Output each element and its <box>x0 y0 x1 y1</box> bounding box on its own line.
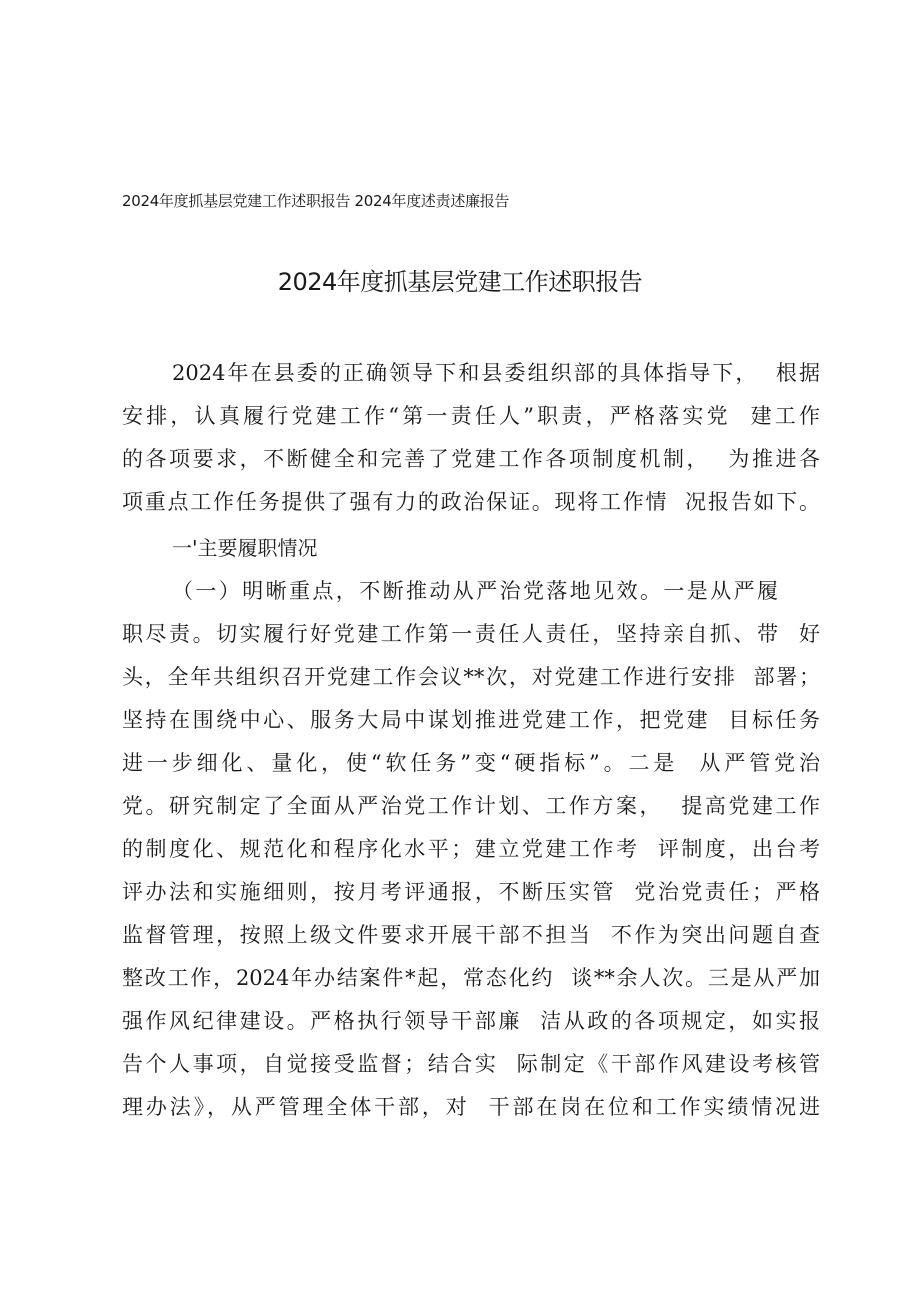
paragraph-line: 坚持在围绕中心、服务大局中谋划推进党建工作，把党建 目标任务 <box>122 708 820 732</box>
paragraph-line: 告个人事项，自觉接受监督；结合实 际制定《干部作风建设考核管 <box>122 1052 820 1076</box>
paragraph-line: 整改工作，2024年办结案件*起，常态化约 谈**余人次。三是从严加 <box>122 966 820 990</box>
paragraph-line: 的各项要求，不断健全和完善了党建工作各项制度机制， 为推进各 <box>122 447 820 471</box>
paragraph-line: 职尽责。切实履行好党建工作第一责任人责任，坚持亲自抓、带 好 <box>122 622 820 646</box>
paragraph-line: 2024年在县委的正确领导下和县委组织部的具体指导下， 根据 <box>172 361 820 385</box>
paragraph-line: 进一步细化、量化，使“软任务”变“硬指标”。二是 从严管党治 <box>122 751 820 775</box>
section-heading: 一'主要履职情况 <box>172 536 318 560</box>
paragraph-line: 安排，认真履行党建工作“第一责任人”职责，严格落实党 建工作 <box>122 404 820 428</box>
document-title: 2024年度抓基层党建工作述职报告 <box>277 268 643 296</box>
paragraph-line: 理办法》，从严管理全体干部，对 干部在岗在位和工作实绩情况进 <box>122 1095 820 1119</box>
paragraph-line: 头，全年共组织召开党建工作会议**次，对党建工作进行安排 部署； <box>122 665 820 689</box>
paragraph-line: 项重点工作任务提供了强有力的政治保证。现将工作情 况报告如下。 <box>122 490 820 514</box>
paragraph-line: 评办法和实施细则，按月考评通报，不断压实管 党治党责任；严格 <box>122 880 820 904</box>
document-header: 2024年度抓基层党建工作述职报告 2024年度述责述廉报告 <box>122 192 510 210</box>
paragraph-line: 强作风纪律建设。严格执行领导干部廉 洁从政的各项规定，如实报 <box>122 1009 820 1033</box>
paragraph-line: （一）明晰重点，不断推动从严治党落地见效。一是从严履 <box>172 579 778 603</box>
paragraph-line: 党。研究制定了全面从严治党工作计划、工作方案， 提高党建工作 <box>122 794 820 818</box>
paragraph-line: 监督管理，按照上级文件要求开展干部不担当 不作为突出问题自查 <box>122 923 820 947</box>
paragraph-line: 的制度化、规范化和程序化水平；建立党建工作考 评制度，出台考 <box>122 837 820 861</box>
